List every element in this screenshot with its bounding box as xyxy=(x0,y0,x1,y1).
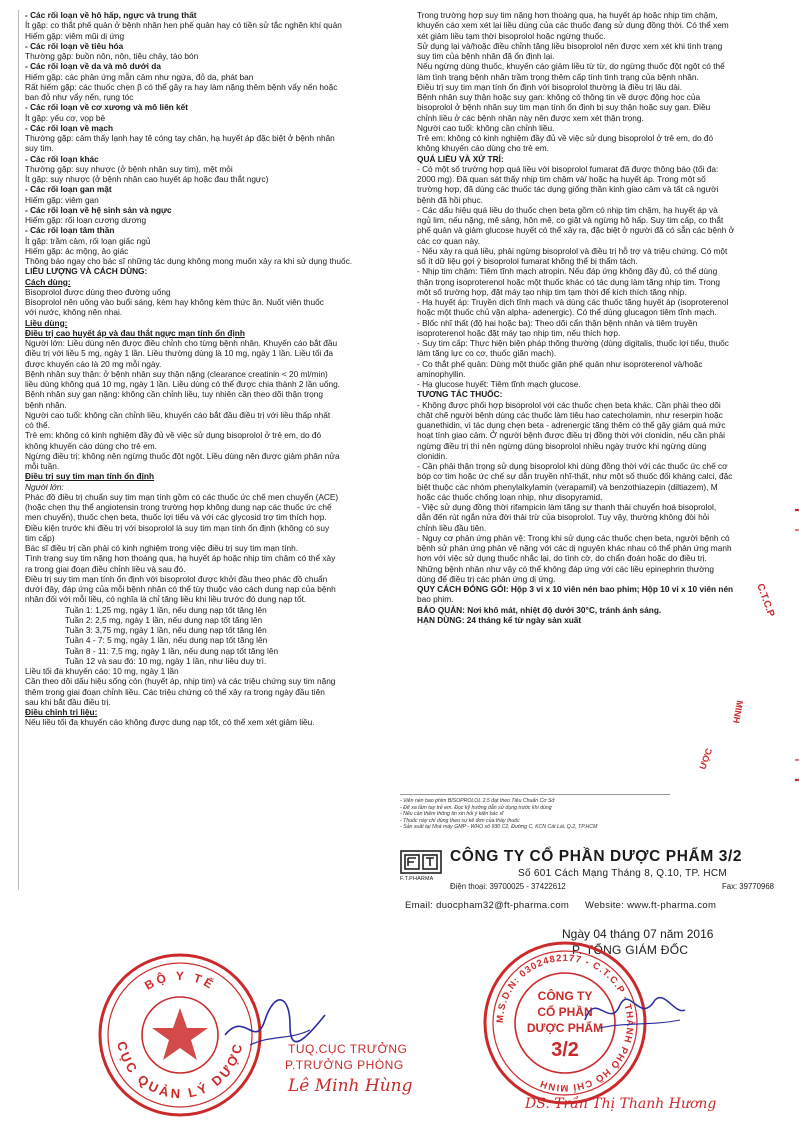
leaflet-body xyxy=(18,10,783,890)
left-signer-name: Lê Minh Hùng xyxy=(288,1076,413,1096)
logo-caption: F.T.PHARMA xyxy=(400,876,434,882)
company-stamp-ring-text: M.S.D.N: 0302482177 - C.T.C.P · THÀNH PHỐ HỒ CHÍ MINH xyxy=(494,952,636,1094)
leaflet-text-line: TƯƠNG TÁC THUỐC: xyxy=(417,389,503,400)
leaflet-text-line: với nước, không nên nhai. xyxy=(25,307,123,318)
margin-stamp-text-1: C.T.C.P xyxy=(754,582,777,619)
leaflet-text-line: hơn với việc sử dụng thuốc nhắc lại, do tình cờ, do chẩn đoán hoặc do điều trị. xyxy=(417,553,707,564)
left-signer-role-2: P.TRƯỞNG PHÒNG xyxy=(285,1058,404,1072)
leaflet-text-line: một số trường hợp, đặt máy tạo nhịp tim tạm thời để kích thích tăng nhịp. xyxy=(417,286,687,297)
leaflet-text-line: Thông báo ngay cho bác sĩ những tác dụng không mong muốn xảy ra khi sử dụng thuốc. xyxy=(25,256,353,266)
leaflet-text-line: Liều dùng: xyxy=(25,317,68,328)
left-signer-role-1: TUQ.CỤC TRƯỞNG xyxy=(288,1042,408,1056)
company-website: Website: www.ft-pharma.com xyxy=(585,900,717,911)
leaflet-text-line: isoproterenol hoặc đặt máy tạo nhịp tim, nếu thích hợp. xyxy=(417,327,621,338)
leaflet-text-line: Sử dụng lại và/hoặc điều chỉnh tăng liều bisoprolol nên được xem xét khi tình trạng xyxy=(417,40,723,51)
leaflet-text-line: Những bệnh nhân như vậy có thể không đáp ứng với các liều epinephrin thường xyxy=(417,563,714,574)
footnote-line: - Thuốc này chỉ dùng theo sự kê đơn của thầy thuốc xyxy=(400,817,520,824)
leaflet-text-line: phế quản và giảm glucose huyết có thể xảy ra, đặc biệt ở người đã có sẵn các bệnh ở xyxy=(417,225,735,236)
leaflet-text-line: nhân đối với mỗi liều, có nghĩa là chỉ tăng liều khi liều trước đó dung nạp tốt. xyxy=(25,594,307,605)
leaflet-text-line: Bệnh nhân suy thận: ở bệnh nhân suy thận nặng (clearance creatinin < 20 ml/min) xyxy=(25,368,328,379)
leaflet-text-line: Người lớn: Liều dùng nên được điều chỉnh cho từng bệnh nhân. Khuyến cáo bắt đầu xyxy=(25,338,338,348)
leaflet-text-line: Trẻ em: không có kinh nghiệm đầy đủ về việc sử dụng bisoprolol ở trẻ em, do đó xyxy=(25,430,322,441)
leaflet-text-line: Cách dùng: xyxy=(25,276,71,287)
leaflet-text-line: - Hạ glucose huyết: Tiêm tĩnh mạch glucose. xyxy=(417,379,581,389)
leaflet-text-line: Trong trường hợp suy tim nặng hơn thoáng qua, hạ huyết áp hoặc nhịp tim chậm, xyxy=(417,10,718,20)
leaflet-text-line: tim cấp) xyxy=(25,532,55,543)
footnote-line: - Để xa tầm tay trẻ em. Đọc kỹ hướng dẫn sử dụng trước khi dùng xyxy=(400,804,552,811)
svg-text:BỘ Y TẾ xyxy=(142,969,218,993)
right-signature-icon xyxy=(580,980,690,1045)
leaflet-text-line: không khuyến cáo dùng cho trẻ em. xyxy=(25,440,157,451)
leaflet-text-line: Tuần 3: 3,75 mg, ngày 1 lần, nếu dung nạp tốt tăng lên xyxy=(65,625,267,635)
leaflet-text-line: bisoprolol ở bệnh nhân suy tim mạn tính ổn định bị suy thận hoặc suy gan. Điều xyxy=(417,102,711,113)
leaflet-text-line: clonidin. xyxy=(417,450,448,461)
leaflet-text-line: Tuần 2: 2,5 mg, ngày 1 lần, nếu dung nạp tốt tăng lên xyxy=(65,614,263,625)
leaflet-text-line: - Các rối loạn về hệ sinh sản và ngực xyxy=(25,204,172,215)
leaflet-text-line: biệt thuộc các nhóm phenylalkylamin (verapamil) và benzothiazepin (diltiazem), M xyxy=(417,481,718,492)
leaflet-text-line: Nếu ngừng dùng thuốc, khuyến cáo giảm liều từ từ, do ngừng thuốc đột ngột có thể xyxy=(417,61,725,72)
leaflet-column-right xyxy=(417,10,779,890)
leaflet-text-line: - Có một số trường hợp quá liều với bisoprolol fumarat đã được thông báo (tối đa: xyxy=(417,163,719,174)
leaflet-text-line: - Hạ huyết áp: Truyền dịch tĩnh mạch và dùng các thuốc tăng huyết áp (isoproterenol xyxy=(417,297,729,307)
leaflet-text-line: 2000 mg). Đã quan sát thấy nhịp tim chậm và/ hoặc hạ huyết áp. Trong một số xyxy=(417,174,706,184)
leaflet-text-line: Tuần 8 - 11: 7,5 mg, ngày 1 lần, nếu dung nạp tốt tăng lên xyxy=(65,645,279,656)
leaflet-text-line: bệnh đã hồi phục. xyxy=(417,194,483,205)
leaflet-text-line: Thường gặp: suy nhược (ở bệnh nhân suy tim), mệt mỏi xyxy=(25,163,233,174)
leaflet-text-line: Điều kiện trước khi điều trị với bisoprolol là suy tim mạn tính ổn định (không có suy xyxy=(25,522,330,533)
company-phone: Điện thoại: 39700025 - 37422612 xyxy=(450,882,566,891)
leaflet-text-line: Điều trị cao huyết áp và đau thắt ngực mạn tính ổn định xyxy=(25,327,245,338)
leaflet-text-line: HẠN DÙNG: 24 tháng kể từ ngày sản xuất xyxy=(417,614,582,625)
leaflet-text-line: - Cần phải thận trọng sử dụng bisoprolol khi dùng đồng thời với các thuốc ức chế cơ xyxy=(417,461,728,471)
company-stamp-line-1: CÔNG TY xyxy=(537,989,593,1003)
leaflet-text-line: Bisoprolol được dùng theo đường uống xyxy=(25,286,171,297)
leaflet-text-line: chỉnh liều ở các bệnh nhân này nên được xem xét thận trọng. xyxy=(417,112,644,123)
leaflet-text-line: Bác sĩ điều trị cần phải có kinh nghiệm trong việc điều trị suy tim mạn tính. xyxy=(25,543,299,553)
leaflet-text-line: bệnh sử phản ứng phản vệ nặng với các dị nguyên khác nhau có thể phản ứng mạnh xyxy=(417,543,732,553)
leaflet-text-line: suy tim. xyxy=(25,143,54,154)
leaflet-text-line: - Blốc nhĩ thất (độ hai hoặc ba): Theo dõi cẩn thận bệnh nhân và tiêm truyền xyxy=(417,317,698,328)
leaflet-text-line: - Các rối loạn khác xyxy=(25,153,99,164)
leaflet-text-line: Nếu liều tối đa khuyến cáo không được dung nạp tốt, có thể xem xét giảm liều. xyxy=(25,717,315,728)
leaflet-text-line: ban đỏ như vẩy nến, rụng tóc xyxy=(25,92,134,102)
leaflet-text-line: BẢO QUẢN: Nơi khô mát, nhiệt độ dưới 30°C, tránh ánh sáng. xyxy=(417,604,662,615)
leaflet-text-line: Hiếm gặp: rối loạn cương dương xyxy=(25,215,147,225)
leaflet-text-line: (hoặc chẹn thụ thể angiotensin trong trường hợp không dung nạp các thuốc ức chế xyxy=(25,502,332,512)
leaflet-text-line: - Suy tim cấp: Thực hiện biện pháp thông thường (dùng digitalis, thuốc lợi tiểu, thuốc xyxy=(417,338,729,348)
leaflet-text-line: guanethidin, vì tác dụng chẹn beta - adrenergic tăng thêm có thể gây giảm quá mức xyxy=(417,420,726,430)
leaflet-text-line: được khuyến cáo là 20 mg mỗi ngày. xyxy=(25,358,162,369)
leaflet-text-line: Bisoprolol nên uống vào buổi sáng, kèm hay không kèm thức ăn. Nuốt viên thuốc xyxy=(25,297,324,307)
leaflet-text-line: - Các rối loạn về cơ xương và mô liên kết xyxy=(25,102,189,113)
leaflet-text-line: Bệnh nhân suy gan nặng: không cần chỉnh liều, tuy nhiên cần theo dõi thận trọng xyxy=(25,389,323,400)
leaflet-text-line: Trẻ em: không có kinh nghiệm đầy đủ về việc sử dụng bisoprolol ở trẻ em, do đó xyxy=(417,133,714,143)
leaflet-text-line: điều trị với liều 5 mg, ngày 1 lần. Liều thường dùng là 10 mg, ngày 1 lần. Liều tối đa xyxy=(25,348,333,359)
leaflet-text-line: bệnh nhân. xyxy=(25,399,67,410)
leaflet-text-line: bóp cơ tim hoặc ức chế sự dẫn truyền nhĩ-thất, như một số thuốc đối kháng calci, đặc xyxy=(417,471,733,482)
leaflet-text-line: Điều chỉnh trị liệu: xyxy=(25,707,98,717)
right-signer-name: DS. Trần Thị Thanh Hương xyxy=(525,1096,717,1112)
company-stamp-line-4: 3/2 xyxy=(551,1039,579,1061)
leaflet-text-line: bao phim. xyxy=(417,594,454,605)
leaflet-text-line: - Các dấu hiệu quá liều do thuốc chẹn beta gồm có nhịp tim chậm, hạ huyết áp và xyxy=(417,204,718,215)
margin-stamp-text-3: ƯỢC xyxy=(697,746,715,771)
leaflet-text-line: thận trọng isoproterenol hoặc một thuốc khác có tác dụng làm tăng nhịp tim. Trong xyxy=(417,276,721,287)
leaflet-text-line: men chuyển), thuốc chẹn beta, thuốc lợi tiểu và với các glycosid trợ tim thích hợp. xyxy=(25,512,327,523)
leaflet-text-line: dưới đây, đáp ứng của mỗi bệnh nhân có thể tùy thuộc vào cách dung nạp của bệnh xyxy=(25,584,336,594)
leaflet-text-line: - Nguy cơ phản ứng phản vệ: Trong khi sử dụng các thuốc chẹn beta, người bệnh có xyxy=(417,532,730,543)
leaflet-text-line: dùng để điều trị các phản ứng dị ứng. xyxy=(417,573,556,584)
leaflet-text-line: Tuần 12 và sau đó: 10 mg, ngày 1 lần, như liều duy trì. xyxy=(65,655,267,666)
leaflet-text-line: - Các rối loạn về da và mô dưới da xyxy=(25,61,161,72)
leaflet-text-line: ra trong giai đoạn điều chỉnh liều và sau đó. xyxy=(25,563,186,574)
leaflet-text-line: Rất hiếm gặp: các thuốc chẹn β có thể gây ra hay làm nặng thêm bệnh vẩy nến hoặc xyxy=(25,81,338,92)
leaflet-text-line: có thể. xyxy=(25,420,50,430)
leaflet-text-line: Ít gặp: suy nhược (ở bệnh nhân cao huyết áp hoặc đau thắt ngực) xyxy=(25,174,269,184)
leaflet-text-line: khuyến cáo xem xét lại liều dùng của các thuốc đang sử dụng đồng thời. Có thể xem xyxy=(417,20,729,31)
footnote-line: - Nếu cần thêm thông tin xin hỏi ý kiến bác sĩ xyxy=(400,811,504,818)
margin-stamp-fragment xyxy=(697,500,799,790)
leaflet-text-line: Tình trạng suy tim nặng hơn thoáng qua, hạ huyết áp hoặc nhịp tim chậm có thể xảy xyxy=(25,553,336,564)
leaflet-text-line: LIỀU LƯỢNG VÀ CÁCH DÙNG: xyxy=(25,266,148,277)
leaflet-text-line: aminophyllin. xyxy=(417,368,466,379)
leaflet-text-line: hoặc các thuốc chống loạn nhịp, như disopyramid. xyxy=(417,491,603,502)
leaflet-text-line: Ít gặp: trầm cảm, rối loạn giấc ngủ xyxy=(25,235,151,246)
leaflet-text-line: thêm trong giai đoạn chỉnh liều. Các triệu chứng có thể xảy ra trong ngày đầu tiên xyxy=(25,686,325,697)
leaflet-text-line: - Nhịp tim chậm: Tiêm tĩnh mạch atropin. Nếu đáp ứng không đầy đủ, có thể dùng xyxy=(417,266,718,277)
leaflet-text-line: - Các rối loạn tâm thần xyxy=(25,225,115,236)
company-address: Số 601 Cách Mạng Tháng 8, Q.10, TP. HCM xyxy=(518,868,728,879)
footnote-line: - Sản xuất tại Nhà máy GMP - WHO số 930 C2, Đường C, KCN Cát Lái, Q.2, TP.HCM xyxy=(400,824,598,831)
company-email: Email: duocpham32@ft-pharma.com xyxy=(405,900,570,911)
leaflet-text-line: Điều trị suy tim mạn tính ổn định xyxy=(25,471,155,482)
leaflet-column-left xyxy=(25,10,409,890)
leaflet-text-line: Cần theo dõi dấu hiệu sống còn (huyết áp, nhịp tim) và các triệu chứng suy tim nặng xyxy=(25,676,336,687)
leaflet-footnotes xyxy=(400,794,670,831)
leaflet-text-line: Người cao tuổi: không cần chỉnh liều, khuyến cáo bắt đầu điều trị với liều thấp nhất xyxy=(25,409,331,420)
leaflet-text-line: Hiếm gặp: viêm gan xyxy=(25,194,99,205)
leaflet-text-line: Tuần 1: 1,25 mg, ngày 1 lần, nếu dung nạp tốt tăng lên xyxy=(65,604,267,615)
leaflet-text-line: chỉnh liều đầu tiên. xyxy=(417,522,487,533)
moh-stamp-top-text: BỘ Y TẾ xyxy=(142,968,218,993)
leaflet-text-line: không khuyến cáo dùng cho trẻ em. xyxy=(417,143,549,154)
leaflet-text-line: Phác đồ điều trị chuẩn suy tim mạn tính gồm có các thuốc ức chế men chuyển (ACE) xyxy=(25,491,339,502)
leaflet-text-line: chặt chẽ người bệnh dùng các thuốc làm tiêu hao catecholamin, như reserpin hoặc xyxy=(417,409,723,420)
leaflet-text-line: liều dùng không quá 10 mg, ngày 1 lần. Liều dùng có thể được chia thành 2 lần uống. xyxy=(25,379,340,389)
leaflet-text-line: Hiếm gặp: viêm mũi dị ứng xyxy=(25,30,125,41)
ft-pharma-logo-icon xyxy=(400,850,442,874)
leaflet-text-line: trường hợp, đã dùng các thuốc tác dụng giống thần kinh giao cảm và tất cả người xyxy=(417,184,719,195)
leaflet-text-line: - Không được phối hợp bisoprolol với các thuốc chẹn beta khác. Cần phải theo dõi xyxy=(417,399,721,410)
moh-stamp-bottom-text: CỤC QUẢN LÝ DƯỢC xyxy=(114,1039,246,1102)
leaflet-text-line: QUY CÁCH ĐÓNG GÓI: Hộp 3 vỉ x 10 viên nén bao phim; Hộp 10 vỉ x 10 viên nén xyxy=(417,584,734,594)
leaflet-text-line: Thường gặp: buồn nôn, nôn, tiêu chảy, táo bón xyxy=(25,51,199,61)
leaflet-text-line: Thường gặp: cảm thấy lạnh hay tê cóng tay chân, hạ huyết áp đặc biệt ở bệnh nhân xyxy=(25,133,335,143)
company-fax: Fax: 39770968 xyxy=(721,882,774,891)
leaflet-text-line: Ngừng điều trị: không nên ngừng thuốc đột ngột. Liều dùng nên được giảm phân nửa xyxy=(25,450,340,461)
leaflet-text-line: mỗi tuần. xyxy=(25,461,60,471)
company-block xyxy=(400,848,780,898)
footnote-line: - Viên nén bao phim BISOPROLOL 2,5 đạt theo Tiêu Chuẩn Cơ Sở xyxy=(400,798,555,804)
leaflet-text-line: hoặc một thuốc chủ vận alpha- adenergic). Có thể dùng glucagon tiêm tĩnh mạch. xyxy=(417,307,717,318)
leaflet-text-line: ngủ lim, nếu nặng, mê sảng, hôn mê, co giật và ngừng hô hấp. Suy tim cấp, co thắt xyxy=(417,215,724,225)
star-emblem-icon xyxy=(152,1008,208,1060)
leaflet-text-line: - Nếu xảy ra quá liều, phải ngừng bisoprolol và điều trị hỗ trợ và triệu chứng. Có một xyxy=(417,245,728,256)
leaflet-text-line: - Co thắt phế quản: Dùng một thuốc giãn phế quản như isoproterenol và/hoặc xyxy=(417,358,703,369)
leaflet-text-line: hoạt tính giao cảm. Ở người bệnh được điều trị đồng thời với clonidin, nếu cần phải xyxy=(417,430,725,441)
leaflet-text-line: dẫn đến rút ngắn nửa đời thải trừ của bisoprolol. Tuy vậy, thường không đòi hỏi xyxy=(417,512,710,523)
company-logo xyxy=(400,850,442,880)
leaflet-text-line: Hiếm gặp: ác mộng, ảo giác xyxy=(25,245,129,256)
leaflet-text-line: Ít gặp: co thắt phế quản ở bệnh nhân hen phế quản hay có tiền sử tắc nghẽn khí quản xyxy=(25,20,342,31)
leaflet-text-line: Người cao tuổi: không cần chỉnh liều. xyxy=(417,122,555,133)
leaflet-text-line: - Các rối loạn gan mật xyxy=(25,184,112,195)
leaflet-text-line: QUÁ LIỀU VÀ XỬ TRÍ: xyxy=(417,153,504,164)
leaflet-text-line: - Các rối loạn về mạch xyxy=(25,122,114,133)
leaflet-text-line: suy tim của bệnh nhân đã ổn định lại. xyxy=(417,51,555,61)
leaflet-text-line: các cơ quan này. xyxy=(417,235,480,246)
leaflet-text-line: Bệnh nhân suy thận hoặc suy gan: không có thông tin về dược động học của xyxy=(417,92,701,102)
leaflet-text-line: - Việc sử dụng đồng thời rifampicin làm tăng sự thanh thải chuyển hoá bisoprolol, xyxy=(417,502,717,512)
leaflet-text-line: - Các rối loạn về hô hấp, ngực và trung thất xyxy=(25,10,197,20)
leaflet-text-line: Điều trị suy tim mạn tính ổn định với bisoprolol được khởi đầu theo phác đồ chuẩn xyxy=(25,573,328,584)
leaflet-text-line: xét giảm liều tạm thời bisoprolol hoặc ngừng thuốc. xyxy=(417,30,606,41)
leaflet-text-line: Người lớn: xyxy=(25,481,64,492)
leaflet-text-line: Ít gặp: yếu cơ, vọp bẻ xyxy=(25,112,106,123)
leaflet-text-line: sau khi bắt đầu điều trị. xyxy=(25,696,111,707)
leaflet-text-line: Điều trị suy tim mạn tính ổn định với bisoprolol thường là điều trị lâu dài. xyxy=(417,81,683,92)
leaflet-text-line: - Các rối loạn về tiêu hóa xyxy=(25,40,124,51)
leaflet-text-line: số ít dữ liệu gợi ý bisoprolol fumarat không thể bị thẩm tách. xyxy=(417,256,638,266)
approval-date: Ngày 04 tháng 07 năm 2016 xyxy=(562,927,714,941)
leaflet-text-line: ngừng điều trị thì nên ngừng dùng bisoprolol nhiều ngày trước khi ngừng dùng xyxy=(417,440,707,451)
leaflet-text-line: Liều tối đa khuyến cáo: 10 mg, ngày 1 lần xyxy=(25,666,179,676)
leaflet-text-line: làm tăng lực co cơ, thuốc giãn mạch). xyxy=(417,348,557,359)
leaflet-text-line: làm tình trạng bệnh nhân trầm trọng thêm cấp tính tình trạng của bệnh nhân. xyxy=(417,71,699,82)
company-stamp-line-3: DƯỢC PHẨM xyxy=(526,1021,604,1035)
margin-stamp-text-2: MINH xyxy=(731,699,745,725)
leaflet-text-line: Tuần 4 - 7: 5 mg, ngày 1 lần, nếu dung nạp tốt tăng lên xyxy=(65,635,268,646)
leaflet-text-line: Hiếm gặp: các phản ứng mẫn cảm như ngứa, đỏ da, phát ban xyxy=(25,71,254,82)
company-name: CÔNG TY CỔ PHẦN DƯỢC PHẨM 3/2 xyxy=(450,848,743,865)
director-role: P. TỔNG GIÁM ĐỐC xyxy=(572,943,689,957)
company-stamp-line-2: CỔ PHẦN xyxy=(537,1005,593,1019)
